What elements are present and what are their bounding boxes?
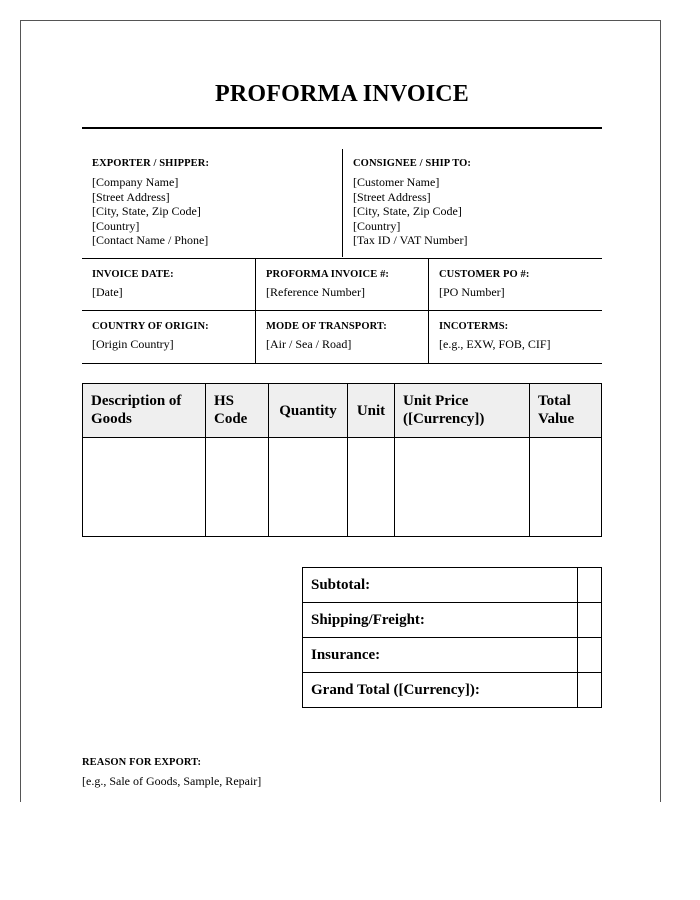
page-title: PROFORMA INVOICE — [214, 81, 470, 107]
mode-of-transport-value: [Air / Sea / Road] — [266, 337, 352, 351]
column-unit — [348, 384, 395, 536]
grand-total-label: Grand Total ([Currency]): — [311, 682, 480, 698]
header-total-value-line-2: Value — [538, 411, 575, 427]
header-total-value-line-1: Total — [538, 393, 571, 409]
header-description-line-2: Goods — [91, 411, 132, 427]
header-unit-price-line-2: ([Currency]) — [403, 411, 485, 427]
shipping-value — [577, 603, 602, 637]
invoice-page — [20, 20, 661, 802]
exporter-city: [City, State, Zip Code] — [92, 204, 201, 218]
customer-po-cell — [429, 259, 602, 311]
invoice-number-label: PROFORMA INVOICE #: — [266, 269, 390, 280]
shipping-details-row — [82, 310, 602, 364]
reason-for-export — [82, 757, 602, 789]
reason-value: [e.g., Sale of Goods, Sample, Repair] — [82, 774, 262, 788]
header-total-value — [530, 384, 601, 437]
exporter-contact: [Contact Name / Phone] — [92, 233, 209, 247]
column-hs-code — [206, 384, 269, 536]
grand-total-value — [577, 673, 602, 707]
invoice-date-label: INVOICE DATE: — [92, 269, 174, 280]
header-unit-price-line-1: Unit Price — [403, 393, 469, 409]
subtotal-value — [577, 568, 602, 602]
column-quantity — [269, 384, 348, 536]
exporter-company: [Company Name] — [92, 175, 179, 189]
subtotal-label: Subtotal: — [311, 577, 371, 593]
incoterms-label: INCOTERMS: — [439, 321, 509, 332]
invoice-number-value: [Reference Number] — [266, 285, 365, 299]
consignee-country: [Country] — [353, 218, 401, 233]
consignee-block — [343, 149, 602, 257]
insurance-row — [303, 638, 601, 673]
consignee-street: [Street Address] — [353, 189, 431, 204]
consignee-tax-id: [Tax ID / VAT Number] — [353, 233, 468, 247]
shipping-row — [303, 603, 601, 638]
goods-table — [82, 383, 602, 537]
header-quantity: Quantity — [279, 402, 337, 419]
consignee-name: [Customer Name] — [353, 175, 440, 189]
invoice-number-cell — [256, 259, 429, 311]
exporter-street: [Street Address] — [92, 189, 170, 204]
grand-total-row — [303, 673, 601, 707]
invoice-date-cell — [82, 259, 256, 311]
header-hs-code-line-1: HS — [214, 393, 235, 409]
header-description — [83, 384, 205, 437]
customer-po-value: [PO Number] — [439, 285, 505, 299]
incoterms-value: [e.g., EXW, FOB, CIF] — [439, 337, 551, 351]
column-unit-price — [395, 384, 530, 536]
column-description — [83, 384, 206, 536]
insurance-value — [577, 638, 602, 672]
country-of-origin-cell — [82, 311, 256, 363]
consignee-city: [City, State, Zip Code] — [353, 204, 462, 218]
header-unit: Unit — [356, 402, 386, 419]
invoice-date-value: [Date] — [92, 285, 123, 299]
exporter-label: EXPORTER / SHIPPER: — [92, 158, 210, 169]
totals-table — [302, 567, 602, 708]
consignee-label: CONSIGNEE / SHIP TO: — [353, 158, 472, 169]
country-of-origin-label: COUNTRY OF ORIGIN: — [92, 321, 209, 332]
title-divider — [82, 127, 602, 129]
shipping-label: Shipping/Freight: — [311, 612, 425, 628]
invoice-details-row — [82, 258, 602, 311]
customer-po-label: CUSTOMER PO #: — [439, 269, 530, 280]
header-hs-code — [206, 384, 268, 437]
insurance-label: Insurance: — [311, 647, 381, 663]
header-unit-price — [395, 384, 529, 437]
mode-of-transport-cell — [256, 311, 429, 363]
exporter-block — [82, 149, 343, 257]
header-description-line-1: Description of — [91, 393, 182, 409]
incoterms-cell — [429, 311, 602, 363]
exporter-country: [Country] — [92, 218, 140, 233]
column-total-value — [530, 384, 601, 536]
mode-of-transport-label: MODE OF TRANSPORT: — [266, 321, 387, 332]
header-hs-code-line-2: Code — [214, 411, 248, 427]
country-of-origin-value: [Origin Country] — [92, 337, 174, 351]
subtotal-row — [303, 568, 601, 603]
reason-label: REASON FOR EXPORT: — [82, 757, 202, 768]
parties-section — [82, 149, 602, 257]
